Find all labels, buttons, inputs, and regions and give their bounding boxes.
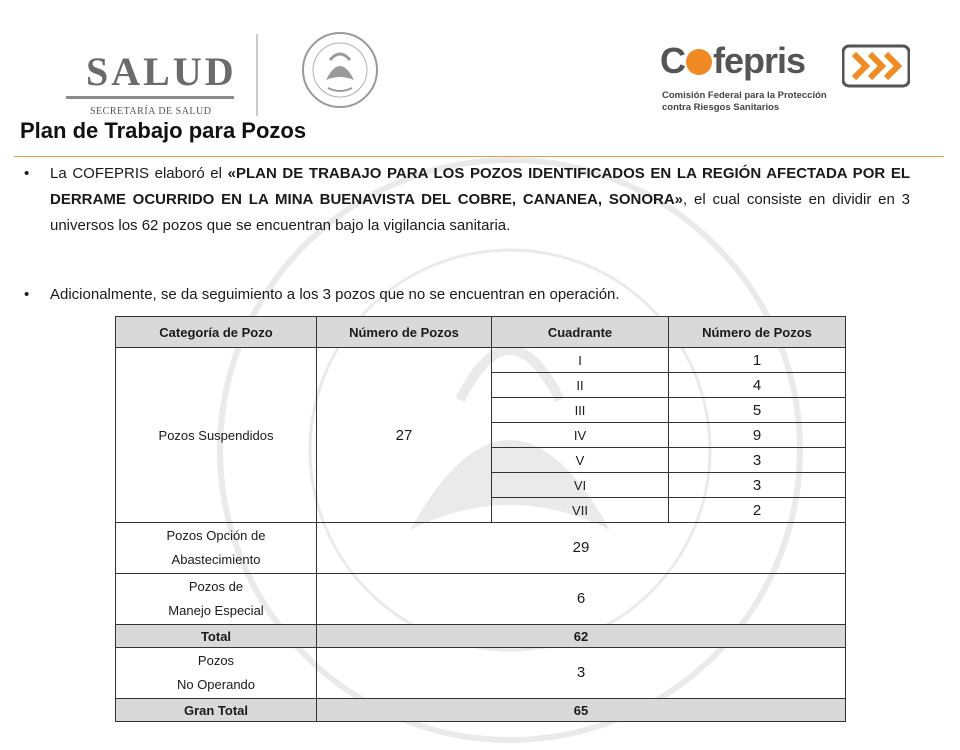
- abastecimiento-label: Pozos Opción de Abastecimiento: [116, 523, 317, 574]
- abastecimiento-count: 29: [317, 523, 846, 574]
- cofepris-logo-subtitle: Comisión Federal para la Protección contra Riesgos Sanitarios: [662, 90, 827, 113]
- manejo-label: Pozos de Manejo Especial: [116, 574, 317, 625]
- quadrant-count-cell: 3: [669, 473, 846, 498]
- quadrant-count-cell: 9: [669, 423, 846, 448]
- cofepris-logo: [660, 40, 920, 120]
- wells-table: [115, 316, 846, 722]
- cofepris-arrows-icon: [842, 44, 910, 88]
- salud-logo-word: SALUD: [86, 49, 237, 94]
- quadrant-count-cell: 4: [669, 373, 846, 398]
- quadrant-count-cell: 5: [669, 398, 846, 423]
- no-operando-count: 3: [317, 648, 846, 699]
- gran-total-count: 65: [317, 699, 846, 722]
- header-quadrant-count: Número de Pozos: [669, 317, 846, 348]
- quadrant-cell: II: [492, 373, 669, 398]
- quadrant-cell: VI: [492, 473, 669, 498]
- table-row: [116, 648, 846, 699]
- quadrant-cell: III: [492, 398, 669, 423]
- salud-logo: [66, 44, 246, 116]
- table-row: [116, 523, 846, 574]
- cofepris-logo-word: C fepris: [660, 40, 806, 81]
- table-header-row: [116, 317, 846, 348]
- gran-total-label: Gran Total: [116, 699, 317, 722]
- quadrant-cell: VII: [492, 498, 669, 523]
- header-quadrant: Cuadrante: [492, 317, 669, 348]
- table-row: [116, 348, 846, 373]
- quadrant-count-cell: 2: [669, 498, 846, 523]
- no-operando-label: Pozos No Operando: [116, 648, 317, 699]
- bullet-icon: •: [24, 165, 30, 182]
- header-category: Categoría de Pozo: [116, 317, 317, 348]
- salud-logo-subtitle: SECRETARÍA DE SALUD: [90, 106, 212, 117]
- total-row: [116, 625, 846, 648]
- mexico-seal-icon: [300, 30, 380, 110]
- suspended-label: Pozos Suspendidos: [116, 348, 317, 523]
- cofepris-o-icon: [686, 49, 712, 75]
- header-count: Número de Pozos: [317, 317, 492, 348]
- table-row: [116, 574, 846, 625]
- page-title: Plan de Trabajo para Pozos: [20, 118, 307, 143]
- total-count: 62: [317, 625, 846, 648]
- quadrant-cell: I: [492, 348, 669, 373]
- quadrant-count-cell: 1: [669, 348, 846, 373]
- gran-total-row: [116, 699, 846, 722]
- quadrant-cell: V: [492, 448, 669, 473]
- total-label: Total: [116, 625, 317, 648]
- logo-divider: [256, 34, 258, 116]
- quadrant-count-cell: 3: [669, 448, 846, 473]
- bullet-icon: •: [24, 286, 30, 303]
- title-rule: [14, 156, 944, 157]
- quadrant-cell: IV: [492, 423, 669, 448]
- bullet-item: • Adicionalmente, se da seguimiento a los 3 pozos que no se encuentran en operación.: [24, 282, 910, 308]
- manejo-count: 6: [317, 574, 846, 625]
- bullet-item: • La COFEPRIS elaboró el «PLAN DE TRABAJO PARA LOS POZOS IDENTIFICADOS EN LA REGIÓN AFECTADA POR EL DERRAME OCURRIDO EN LA MINA BUENAVISTA DEL COBRE, CANANEA, SONORA», el cual consiste en dividir en 3 universos los 62 pozos que se encuentran bajo la vigilancia sanitaria.: [24, 161, 910, 239]
- suspended-count: 27: [317, 348, 492, 523]
